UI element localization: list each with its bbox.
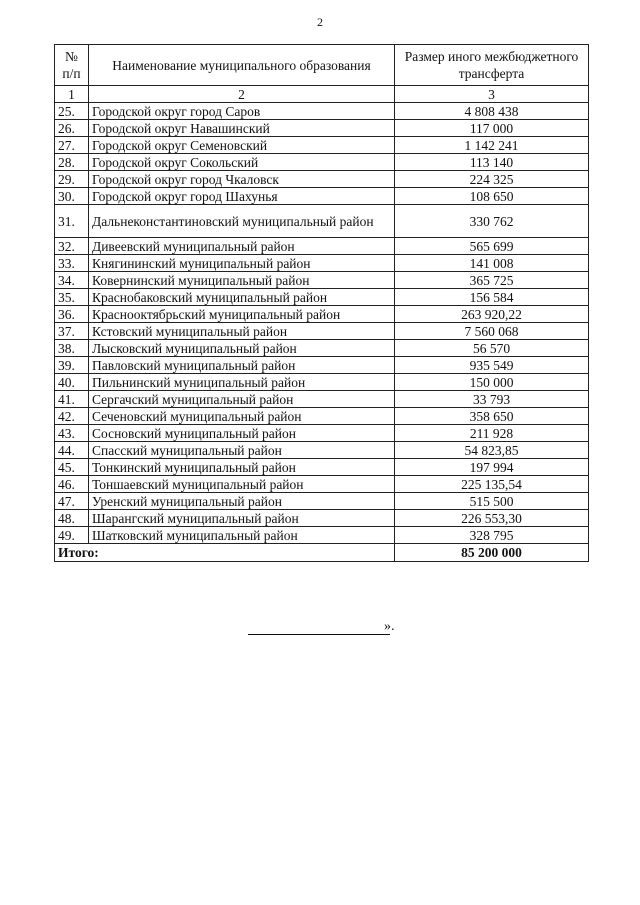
row-number: 34. bbox=[55, 272, 89, 289]
table-row bbox=[55, 188, 589, 205]
row-name: Спасский муниципальный район bbox=[89, 442, 395, 459]
row-number: 35. bbox=[55, 289, 89, 306]
table-row bbox=[55, 289, 589, 306]
row-name: Сосновский муниципальный район bbox=[89, 425, 395, 442]
row-number: 25. bbox=[55, 103, 89, 120]
row-amount: 565 699 bbox=[395, 238, 589, 255]
row-number: 49. bbox=[55, 527, 89, 544]
row-name: Краснобаковский муниципальный район bbox=[89, 289, 395, 306]
table-row bbox=[55, 476, 589, 493]
table-row bbox=[55, 137, 589, 154]
row-number: 26. bbox=[55, 120, 89, 137]
row-name: Городской округ город Чкаловск bbox=[89, 171, 395, 188]
table-row bbox=[55, 510, 589, 527]
table-row bbox=[55, 306, 589, 323]
closing-quote: ». bbox=[384, 619, 395, 634]
table-body bbox=[55, 103, 589, 544]
table-row bbox=[55, 527, 589, 544]
table-row bbox=[55, 272, 589, 289]
row-amount: 935 549 bbox=[395, 357, 589, 374]
row-number: 46. bbox=[55, 476, 89, 493]
row-number: 36. bbox=[55, 306, 89, 323]
row-amount: 365 725 bbox=[395, 272, 589, 289]
row-number: 48. bbox=[55, 510, 89, 527]
table-row bbox=[55, 154, 589, 171]
row-name: Дивеевский муниципальный район bbox=[89, 238, 395, 255]
table-row bbox=[55, 238, 589, 255]
table-row bbox=[55, 171, 589, 188]
table-row bbox=[55, 459, 589, 476]
row-amount: 225 135,54 bbox=[395, 476, 589, 493]
table-row bbox=[55, 374, 589, 391]
row-number: 40. bbox=[55, 374, 89, 391]
table-row bbox=[55, 493, 589, 510]
table-row bbox=[55, 442, 589, 459]
header-num: № п/п bbox=[55, 45, 89, 86]
row-number: 27. bbox=[55, 137, 89, 154]
row-amount: 515 500 bbox=[395, 493, 589, 510]
row-number: 39. bbox=[55, 357, 89, 374]
column-number: 2 bbox=[89, 86, 395, 103]
row-amount: 7 560 068 bbox=[395, 323, 589, 340]
row-amount: 141 008 bbox=[395, 255, 589, 272]
table-row bbox=[55, 120, 589, 137]
row-amount: 54 823,85 bbox=[395, 442, 589, 459]
row-name: Павловский муниципальный район bbox=[89, 357, 395, 374]
row-amount: 156 584 bbox=[395, 289, 589, 306]
closing-line bbox=[248, 620, 390, 635]
row-name: Княгининский муниципальный район bbox=[89, 255, 395, 272]
row-amount: 328 795 bbox=[395, 527, 589, 544]
row-amount: 4 808 438 bbox=[395, 103, 589, 120]
row-name: Городской округ город Саров bbox=[89, 103, 395, 120]
table-row bbox=[55, 103, 589, 120]
row-number: 47. bbox=[55, 493, 89, 510]
row-number: 43. bbox=[55, 425, 89, 442]
row-number: 45. bbox=[55, 459, 89, 476]
row-amount: 117 000 bbox=[395, 120, 589, 137]
row-amount: 1 142 241 bbox=[395, 137, 589, 154]
row-name: Пильнинский муниципальный район bbox=[89, 374, 395, 391]
row-name: Тоншаевский муниципальный район bbox=[89, 476, 395, 493]
row-number: 29. bbox=[55, 171, 89, 188]
table-row bbox=[55, 391, 589, 408]
row-number: 28. bbox=[55, 154, 89, 171]
page-number: 2 bbox=[317, 15, 323, 29]
row-name: Дальнеконстантиновский муниципальный район bbox=[89, 205, 395, 238]
column-number: 3 bbox=[395, 86, 589, 103]
row-number: 32. bbox=[55, 238, 89, 255]
row-amount: 56 570 bbox=[395, 340, 589, 357]
row-amount: 263 920,22 bbox=[395, 306, 589, 323]
row-number: 33. bbox=[55, 255, 89, 272]
row-number: 37. bbox=[55, 323, 89, 340]
row-amount: 33 793 bbox=[395, 391, 589, 408]
row-amount: 358 650 bbox=[395, 408, 589, 425]
row-name: Городской округ Сокольский bbox=[89, 154, 395, 171]
row-number: 42. bbox=[55, 408, 89, 425]
table-row bbox=[55, 205, 589, 238]
table-row bbox=[55, 255, 589, 272]
row-name: Городской округ Навашинский bbox=[89, 120, 395, 137]
row-amount: 108 650 bbox=[395, 188, 589, 205]
row-number: 30. bbox=[55, 188, 89, 205]
table-row bbox=[55, 408, 589, 425]
row-amount: 224 325 bbox=[395, 171, 589, 188]
row-amount: 113 140 bbox=[395, 154, 589, 171]
row-name: Кстовский муниципальный район bbox=[89, 323, 395, 340]
row-name: Уренский муниципальный район bbox=[89, 493, 395, 510]
total-label: Итого: bbox=[55, 544, 395, 562]
column-numbers-row bbox=[55, 86, 589, 103]
row-name: Сеченовский муниципальный район bbox=[89, 408, 395, 425]
table-row bbox=[55, 323, 589, 340]
row-name: Лысковский муниципальный район bbox=[89, 340, 395, 357]
row-name: Шарангский муниципальный район bbox=[89, 510, 395, 527]
header-amount: Размер иного межбюджетного трансферта bbox=[395, 45, 589, 86]
table-header-row bbox=[55, 45, 589, 86]
table-row bbox=[55, 340, 589, 357]
row-name: Сергачский муниципальный район bbox=[89, 391, 395, 408]
row-name: Шатковский муниципальный район bbox=[89, 527, 395, 544]
row-name: Краснооктябрьский муниципальный район bbox=[89, 306, 395, 323]
row-number: 41. bbox=[55, 391, 89, 408]
row-amount: 211 928 bbox=[395, 425, 589, 442]
row-amount: 226 553,30 bbox=[395, 510, 589, 527]
row-number: 38. bbox=[55, 340, 89, 357]
header-name: Наименование муниципального образования bbox=[89, 45, 395, 86]
transfers-table bbox=[54, 44, 589, 562]
row-number: 44. bbox=[55, 442, 89, 459]
total-amount: 85 200 000 bbox=[395, 544, 589, 562]
table-row bbox=[55, 357, 589, 374]
row-name: Городской округ Семеновский bbox=[89, 137, 395, 154]
total-row bbox=[55, 544, 589, 562]
row-name: Ковернинский муниципальный район bbox=[89, 272, 395, 289]
row-amount: 330 762 bbox=[395, 205, 589, 238]
table-row bbox=[55, 425, 589, 442]
row-name: Городской округ город Шахунья bbox=[89, 188, 395, 205]
row-number: 31. bbox=[55, 205, 89, 238]
row-amount: 197 994 bbox=[395, 459, 589, 476]
row-name: Тонкинский муниципальный район bbox=[89, 459, 395, 476]
column-number: 1 bbox=[55, 86, 89, 103]
row-amount: 150 000 bbox=[395, 374, 589, 391]
